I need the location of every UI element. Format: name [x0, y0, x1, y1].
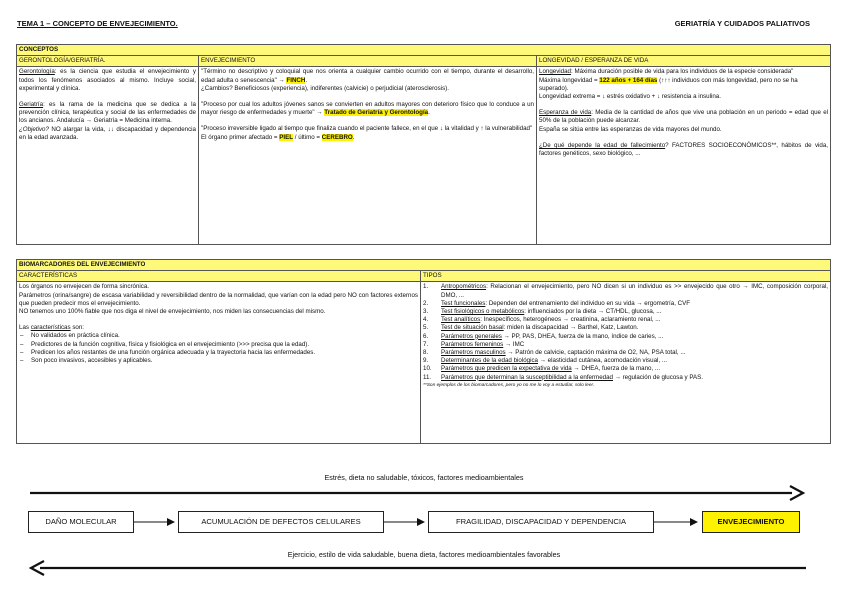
tratado-highlight: Tratado de Geriatría y Gerontología [324, 109, 429, 117]
col-header-envejecimiento: ENVEJECIMIENTO [199, 56, 537, 67]
ultimo-label: / último = [294, 133, 321, 141]
bio-p2: Parámetros (orina/sangre) de escasa variabilidad y reversibilidad dentro de la normalidad, que varían con la edad pero NO con factores externos que pueden predecir mos el envejecimiento. [19, 291, 418, 307]
list-item: – Son poco invasivos, accesibles y aplicables. [19, 357, 418, 365]
list-item: 9. Determinantes de la edad biológica → elasticidad cutánea, acomodación visual, ... [423, 357, 667, 365]
top-arrow [30, 486, 803, 500]
finch-highlight: FINCH [286, 76, 306, 84]
list-item: 3. Test fisiológicos o metabólicos: influenciados por la dieta → CT/HDL, glucosa, ... [423, 308, 662, 316]
biomarcadores-table [16, 259, 831, 444]
flow-arrows [0, 480, 848, 590]
list-item: 5. Test de situación basal: miden la discapacidad → Barthel, Katz, Lawton. [423, 324, 639, 332]
caracteristicas-term: características [30, 324, 71, 332]
objetivo-label: ¿Objetivo? [19, 125, 49, 133]
max-longevidad-text: (↑↑↑ individuos con más longevidad, pero no se ha superado). [539, 76, 798, 92]
list-item: 11. Parámetros que determinan la susceptibilidad a la enfermedad → regulación de glucosa y PAS. [423, 373, 703, 381]
longevidad-text: : Máxima duración posible de vida para los individuos de la especie considerada" [571, 68, 794, 76]
gerontologia-cell [17, 67, 199, 245]
list-item: 10. Parámetros que predicen la expectativa de vida → DHEA, fuerza de la mano, ... [423, 365, 661, 373]
tipos-cell [421, 282, 831, 444]
espana-text: España se sitúa entre las esperanzas de vida mayores del mundo. [539, 125, 722, 133]
list-item: 7. Parámetros femeninos → IMC [423, 340, 525, 348]
page-title: TEMA 1 – CONCEPTO DE ENVEJECIMIENTO. [17, 19, 178, 28]
organo-label: El órgano primer afectado = [201, 133, 278, 141]
cerebro-highlight: CEREBRO [321, 133, 353, 141]
list-item: 2. Test funcionales: Dependen del entrenamiento del individuo en su vida → ergometría, CVF [423, 299, 691, 307]
bio-p1: Los órganos no envejecen de forma sincrónica. [19, 283, 150, 291]
list-item: – Predicen los años restantes de una función orgánica adecuada y la trayectoria hacia las enfermedades. [19, 349, 418, 357]
esperanza-text: : Media de la cantidad de años que vive una población en un periodo = edad que el 50% de la población puede alcanzar. [539, 109, 829, 125]
geriatria-text: : es la rama de la medicina que se dedica a la prevención clínica, terapéutica y social de las enfermedades de los ancianos. Andalucía → Geriatría = Medicina interna. [19, 101, 196, 125]
col-header-caracteristicas: CARACTERÍSTICAS [17, 271, 421, 282]
flow-box-envejecimiento: ENVEJECIMIENTO [702, 511, 800, 533]
flow-top-caption: Estrés, dieta no saludable, tóxicos, factores medioambientales [324, 473, 524, 482]
col-header-tipos: TIPOS [421, 271, 831, 282]
caracteristicas-intro: Las [19, 324, 31, 332]
max-longevidad-value: 122 años + 164 días [599, 76, 658, 84]
flow-box-dano: DAÑO MOLECULAR [28, 511, 134, 533]
list-item: 1. Antropométricos: Relacionan el envejecimiento, pero NO dicen si un individuo es >> envejecido que otro → IMC, composición corporal, DMO, ... [423, 283, 829, 299]
longevidad-term: Longevidad [539, 68, 571, 76]
list-item: 4. Test analíticos: Inespecíficos, heterogéneos → creatinina, aclaramiento renal, ... [423, 316, 661, 324]
flow-box-fragilidad: FRAGILIDAD, DISCAPACIDAD Y DEPENDENCIA [428, 511, 654, 533]
conceptos-table [16, 44, 831, 245]
bio-p3: NO tenemos uno 100% fiable que nos diga el nivel de envejecimiento, nos miden las consecuencias del mismo. [19, 308, 326, 316]
conceptos-title: CONCEPTOS [17, 45, 831, 56]
col-header-gerontologia: GERONTOLOGÍA/GERIATRÍA. [17, 56, 199, 67]
caracteristicas-tail: son: [70, 324, 85, 332]
gerontologia-text: : es la ciencia que estudia el envejecimiento y todos los fenómenos asociados al mismo. Incluye social, experimental y clínica. [19, 68, 196, 92]
caracteristicas-list [19, 332, 418, 365]
caracteristicas-cell [17, 282, 421, 444]
env-definition-1: "Término no descriptivo y coloquial que nos orienta a cualquier cambio ocurrido con el tiempo, durante el desarrollo, edad adulta o senescencia" → [201, 68, 534, 84]
list-item: 6. Parámetros generales → PP, PAS, DHEA, fuerza de la mano, índice de caries, ... [423, 332, 664, 340]
depende-text: ? FACTORES SOCIOECONÓMICOS**, hábitos de vida, factores genéticos, sexo biológico, ... [539, 141, 829, 158]
tipos-note: **Son ejemplos de los biomarcadores, pero yo no me lo voy a estudiar, solo leer. [423, 382, 595, 388]
geriatria-term: Geriatría [19, 101, 44, 109]
env-definition-3: "Proceso irreversible ligado al tiempo que finaliza cuando el paciente fallece, en el que ↓ la vitalidad y ↑ la vulnerabilidad" [201, 125, 533, 133]
list-item: – No validados en práctica clínica. [19, 332, 418, 340]
list-item: – Predictores de la función cognitiva, física y fisiológica en el envejecimiento (>>> precisa que la edad). [19, 341, 418, 349]
longevidad-extrema: Longevidad extrema = ↓ estrés oxidativo + ↓ resistencia a insulina. [539, 93, 721, 101]
subject-title: GERIATRÍA Y CUIDADOS PALIATIVOS [674, 19, 810, 28]
flow-bottom-caption: Ejercicio, estilo de vida saludable, buena dieta, factores medioambientales favorables [287, 550, 561, 559]
longevidad-cell [537, 67, 831, 245]
col-header-longevidad: LONGEVIDAD / ESPERANZA DE VIDA [537, 56, 831, 67]
max-longevidad-label: Máxima longevidad = [539, 76, 598, 84]
biomarcadores-title: BIOMARCADORES DEL ENVEJECIMIENTO [17, 260, 831, 271]
tipos-list [423, 283, 828, 381]
flow-box-acumulacion: ACUMULACIÓN DE DEFECTOS CELULARES [178, 511, 384, 533]
list-item: 8. Parámetros masculinos → Patrón de calvicie, captación máxima de O2, NA, PSA total, ... [423, 349, 686, 357]
env-definition-2: "Proceso por cual los adultos jóvenes sanos se convierten en adultos mayores con deterioro físico que lo conduce a un mayor riesgo de enfermedades y muerte" → [201, 101, 534, 117]
gerontologia-term: Gerontología [19, 68, 55, 76]
piel-highlight: PIEL [279, 133, 294, 141]
bottom-arrow [31, 561, 806, 575]
env-cambios: ¿Cambios? Beneficiosos (experiencia), indiferentes (calvicie) o perjudicial (aterosclerosis). [201, 84, 449, 92]
envejecimiento-cell: "Término no descriptivo y coloquial que nos orienta a cualquier cambio ocurrido con el tiempo, durante el desarrollo, edad adulta o senescencia" → FINCH. ¿Cambios? Beneficiosos (experiencia), indiferentes (calvicie) o perjudicial (aterosclerosis). "Proceso por cual los adultos jóvenes sanos se convierten en adultos mayores con deterioro físico que lo conduce a un mayor riesgo de enfermedades y muerte" → Tratado de Geriatría y Gerontología. "Proceso irreversible ligado al tiempo que finaliza cuando el paciente fallece, en el que ↓ la vitalidad y ↑ la vulnerabilidad" El órgano primer afectado = PIEL / último = CEREBRO. [199, 67, 537, 245]
esperanza-term: Esperanza de vida [539, 109, 592, 117]
objetivo-text: NO alargar la vida, ↓↓ discapacidad y dependencia en la edad avanzada. [19, 125, 196, 141]
depende-question: ¿De qué depende la edad de fallecimiento [539, 141, 666, 149]
